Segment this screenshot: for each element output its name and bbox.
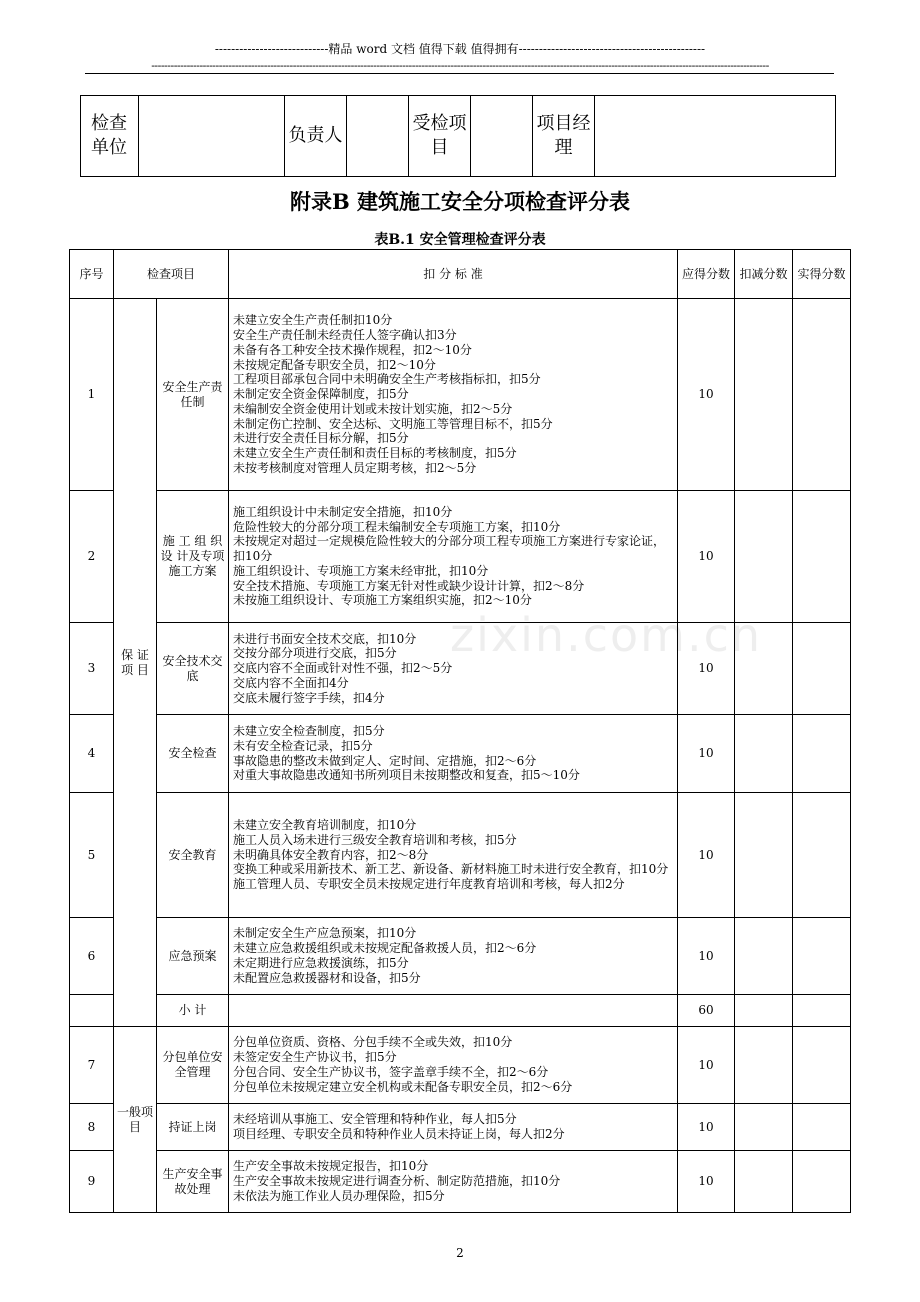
- row-item: 安全教育: [157, 793, 229, 918]
- row-full-score: 10: [678, 1151, 735, 1213]
- category-general-items: 一般项目: [114, 1027, 157, 1213]
- deduction-standard-line: 未建立安全生产责任制扣10分: [233, 313, 393, 328]
- row-full-score: 10: [678, 793, 735, 918]
- row-standards: [229, 1027, 678, 1104]
- table-row: [70, 299, 851, 491]
- subtotal-deduct-score[interactable]: [735, 995, 793, 1027]
- deduction-standard-line: 未建立安全教育培训制度，扣10分: [233, 818, 417, 832]
- subtotal-standards: [229, 995, 678, 1027]
- row-seq: 6: [70, 918, 114, 995]
- deduction-standard-line: 未制定安全生产应急预案，扣10分: [233, 926, 417, 941]
- row-full-score: 10: [678, 491, 735, 623]
- deduction-standard-line: 未进行书面安全技术交底，扣10分: [233, 631, 417, 646]
- row-seq: 7: [70, 1027, 114, 1104]
- row-seq: 3: [70, 623, 114, 715]
- row-deduct-score[interactable]: [735, 1151, 793, 1213]
- page-number: 2: [456, 1246, 464, 1260]
- row-standards: [229, 299, 678, 491]
- row-full-score: 10: [678, 1104, 735, 1151]
- deduction-standard-line: 分包合同、安全生产协议书，签字盖章手续不全，扣2～6分: [233, 1065, 549, 1079]
- deduction-standard-line: 施工人员入场未进行三级安全教育培训和考核，扣5分: [233, 832, 517, 847]
- subtotal-label: 小 计: [157, 995, 229, 1027]
- row-item: 安全技术交底: [157, 623, 229, 715]
- row-standards: [229, 491, 678, 623]
- table-row: [70, 715, 851, 793]
- deduction-standard-line: 施工管理人员、专职安全员未按规定进行年度教育培训和考核，每人扣2分: [233, 877, 625, 892]
- deduction-standard-line: 未依法为施工作业人员办理保险，扣5分: [233, 1188, 445, 1203]
- deduction-standard-line: 变换工种或采用新技术、新工艺、新设备、新材料施工时未进行安全教育，扣10分: [233, 862, 669, 877]
- row-deduct-score[interactable]: [735, 918, 793, 995]
- deduction-standard-line: 交底未履行签字手续，扣4分: [233, 690, 385, 705]
- subtotal-row: [70, 995, 851, 1027]
- deduction-standard-line: 未建立安全生产责任制和责任目标的考核制度，扣5分: [233, 446, 517, 461]
- row-item: 施 工 组 织 设 计及专项施工方案: [157, 491, 229, 623]
- table-row: [70, 1104, 851, 1151]
- row-actual-score[interactable]: [793, 1027, 851, 1104]
- info-value-project-manager: [595, 96, 836, 177]
- row-item: 安全检查: [157, 715, 229, 793]
- row-full-score: 10: [678, 918, 735, 995]
- row-item: 分包单位安全管理: [157, 1027, 229, 1104]
- table-caption: 表B.1 安全管理检查评分表: [374, 232, 546, 248]
- info-label-inspected-project: 受检项目: [409, 96, 471, 177]
- deduction-standard-line: 工程项目部承包合同中未明确安全生产考核指标扣，扣5分: [233, 372, 541, 387]
- row-actual-score[interactable]: [793, 715, 851, 793]
- info-label-inspection-unit: 检查单位: [81, 96, 139, 177]
- row-standards: [229, 715, 678, 793]
- subtotal-actual-score[interactable]: [793, 995, 851, 1027]
- deduction-standard-line: 未配置应急救援器材和设备，扣5分: [233, 970, 421, 985]
- inspection-info-table: [80, 95, 836, 177]
- deduction-standard-line: 未编制安全资金使用计划或未按计划实施，扣2～5分: [233, 401, 513, 416]
- table-row: [70, 918, 851, 995]
- deduction-standard-line: 施工组织设计中未制定安全措施，扣10分: [233, 504, 453, 519]
- deduction-standard-line: 未按规定对超过一定规模危险性较大的分部分项工程专项施工方案进行专家论证，扣10分: [233, 534, 666, 564]
- table-row: [70, 491, 851, 623]
- deduction-standard-line: 交按分部分项进行交底，扣5分: [233, 646, 397, 661]
- row-full-score: 10: [678, 715, 735, 793]
- row-actual-score[interactable]: [793, 1151, 851, 1213]
- page-header-dashes: ------------------------------------------------------------------------------------------------------------------------------------------------------------------------------------------------: [151, 59, 769, 72]
- deduction-standard-line: 安全生产责任制未经责任人签字确认扣3分: [233, 327, 457, 342]
- row-actual-score[interactable]: [793, 918, 851, 995]
- row-seq: 4: [70, 715, 114, 793]
- row-actual-score[interactable]: [793, 299, 851, 491]
- deduction-standard-line: 交底内容不全面扣4分: [233, 675, 349, 690]
- deduction-standard-line: 危险性较大的分部分项工程未编制安全专项施工方案，扣10分: [233, 519, 561, 534]
- row-standards: [229, 793, 678, 918]
- table-row: [70, 793, 851, 918]
- subtotal-seq: [70, 995, 114, 1027]
- header-full-score: 应得分数: [678, 250, 735, 299]
- deduction-standard-line: 未按考核制度对管理人员定期考核，扣2～5分: [233, 461, 477, 476]
- deduction-standard-line: 分包单位未按规定建立安全机构或未配备专职安全员，扣2～6分: [233, 1079, 573, 1094]
- info-value-inspection-unit: [139, 96, 285, 177]
- row-deduct-score[interactable]: [735, 491, 793, 623]
- row-standards: [229, 623, 678, 715]
- header-rule: [85, 73, 834, 74]
- watermark: zixin.com.cn: [450, 608, 763, 662]
- table-row: [70, 1027, 851, 1104]
- deduction-standard-line: 未签定安全生产协议书，扣5分: [233, 1050, 397, 1065]
- subtotal-score: 60: [678, 995, 735, 1027]
- row-seq: 1: [70, 299, 114, 491]
- row-deduct-score[interactable]: [735, 623, 793, 715]
- row-seq: 2: [70, 491, 114, 623]
- row-standards: [229, 918, 678, 995]
- category-guarantee-items: 保 证 项 目: [114, 299, 157, 1027]
- deduction-standard-line: 未有安全检查记录，扣5分: [233, 738, 373, 753]
- row-item: 生产安全事故处理: [157, 1151, 229, 1213]
- deduction-standard-line: 未建立应急救援组织或未按规定配备救援人员，扣2～6分: [233, 941, 537, 956]
- scoring-table: [69, 249, 851, 1213]
- deduction-standard-line: 生产安全事故未按规定报告，扣10分: [233, 1159, 429, 1174]
- row-deduct-score[interactable]: [735, 299, 793, 491]
- table-row: [70, 1151, 851, 1213]
- row-actual-score[interactable]: [793, 623, 851, 715]
- deduction-standard-line: 未建立安全检查制度，扣5分: [233, 723, 385, 738]
- deduction-standard-line: 分包单位资质、资格、分包手续不全或失效，扣10分: [233, 1035, 513, 1050]
- header-item: 检查项目: [114, 250, 229, 299]
- deduction-standard-line: 对重大事故隐患改通知书所列项目未按期整改和复查，扣5～10分: [233, 768, 580, 783]
- row-seq: 5: [70, 793, 114, 918]
- deduction-standard-line: 安全技术措施、专项施工方案无针对性或缺少设计计算，扣2～8分: [233, 578, 585, 593]
- deduction-standard-line: 项目经理、专职安全员和特种作业人员未持证上岗，每人扣2分: [233, 1127, 565, 1141]
- row-deduct-score[interactable]: [735, 1104, 793, 1151]
- table-header-row: [70, 250, 851, 299]
- row-seq: 9: [70, 1151, 114, 1213]
- row-standards: [229, 1104, 678, 1151]
- row-actual-score[interactable]: [793, 1104, 851, 1151]
- header-standard: 扣 分 标 准: [229, 250, 678, 299]
- row-deduct-score[interactable]: [735, 793, 793, 918]
- deduction-standard-line: 交底内容不全面或针对性不强，扣2～5分: [233, 661, 453, 676]
- info-label-person-in-charge: 负责人: [285, 96, 347, 177]
- header-deduct-score: 扣减分数: [735, 250, 793, 299]
- deduction-standard-line: 未定期进行应急救援演练，扣5分: [233, 956, 409, 970]
- row-item: 安全生产责任制: [157, 299, 229, 491]
- row-item: 应急预案: [157, 918, 229, 995]
- document-title: 附录B 建筑施工安全分项检查评分表: [289, 189, 631, 214]
- row-deduct-score[interactable]: [735, 715, 793, 793]
- header-seq: 序号: [70, 250, 114, 299]
- info-label-project-manager: 项目经理: [533, 96, 595, 177]
- deduction-standard-line: 未进行安全责任目标分解，扣5分: [233, 431, 409, 446]
- row-actual-score[interactable]: [793, 793, 851, 918]
- page-header-banner: ----------------------------精品 word 文档 值得下载 值得拥有----------------------------------------------: [214, 42, 706, 56]
- header-actual-score: 实得分数: [793, 250, 851, 299]
- row-item: 持证上岗: [157, 1104, 229, 1151]
- deduction-standard-line: 未经培训从事施工、安全管理和特种作业，每人扣5分: [233, 1112, 517, 1127]
- deduction-standard-line: 未明确具体安全教育内容，扣2～8分: [233, 847, 429, 862]
- info-value-inspected-project: [471, 96, 533, 177]
- deduction-standard-line: 未按规定配备专职安全员，扣2～10分: [233, 357, 436, 372]
- deduction-standard-line: 生产安全事故未按规定进行调查分析、制定防范措施，扣10分: [233, 1174, 561, 1189]
- row-standards: [229, 1151, 678, 1213]
- row-full-score: 10: [678, 623, 735, 715]
- deduction-standard-line: 未按施工组织设计、专项施工方案组织实施，扣2～10分: [233, 593, 532, 608]
- row-full-score: 10: [678, 299, 735, 491]
- deduction-standard-line: 未制定伤亡控制、安全达标、文明施工等管理目标不，扣5分: [233, 416, 553, 431]
- deduction-standard-line: 未制定安全资金保障制度，扣5分: [233, 387, 409, 402]
- row-full-score: 10: [678, 1027, 735, 1104]
- deduction-standard-line: 事故隐患的整改未做到定人、定时间、定措施，扣2～6分: [233, 753, 537, 768]
- row-seq: 8: [70, 1104, 114, 1151]
- info-value-person-in-charge: [347, 96, 409, 177]
- row-deduct-score[interactable]: [735, 1027, 793, 1104]
- table-row: [70, 623, 851, 715]
- deduction-standard-line: 施工组织设计、专项施工方案未经审批，扣10分: [233, 563, 489, 578]
- deduction-standard-line: 未备有各工种安全技术操作规程，扣2～10分: [233, 342, 472, 357]
- row-actual-score[interactable]: [793, 491, 851, 623]
